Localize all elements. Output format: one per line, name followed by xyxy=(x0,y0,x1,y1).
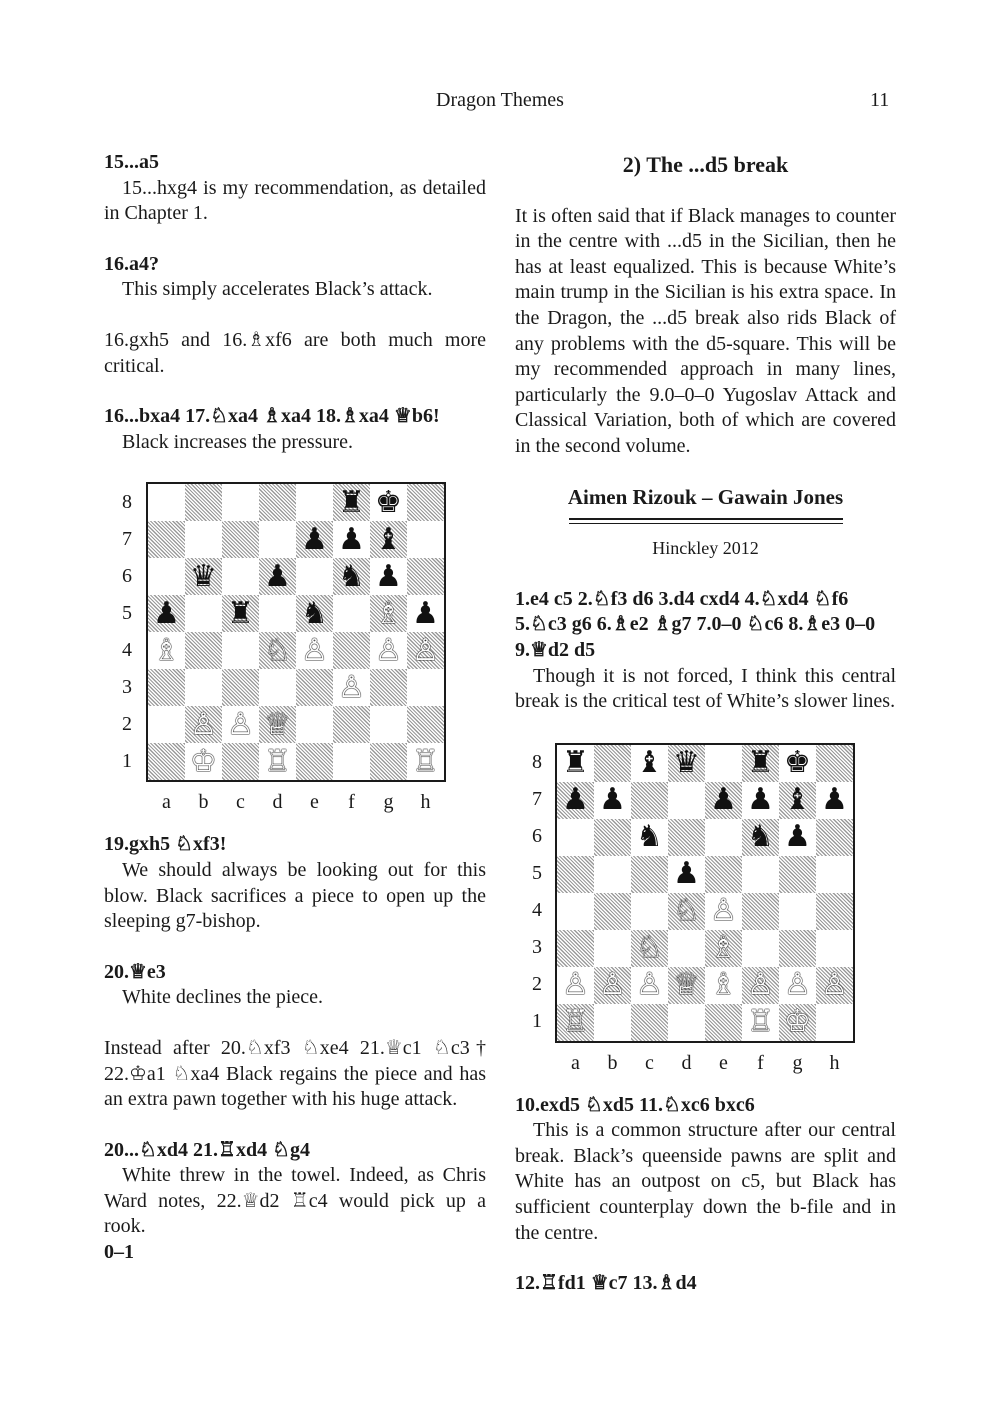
board-square-c3 xyxy=(222,669,259,706)
board-square-a4 xyxy=(557,893,594,930)
board-square-c6 xyxy=(222,558,259,595)
board-square-e4 xyxy=(705,893,742,930)
board-square-g6 xyxy=(779,819,816,856)
board-square-e8 xyxy=(296,484,333,521)
title-rule xyxy=(569,518,843,524)
file-label: f xyxy=(757,1051,764,1074)
chess-piece: ♚ xyxy=(375,484,402,520)
board-square-g5 xyxy=(370,595,407,632)
chess-piece: ♗ xyxy=(375,595,402,631)
chess-piece: ♙ xyxy=(412,632,439,668)
file-labels xyxy=(557,1051,853,1077)
chess-piece: ♝ xyxy=(784,782,811,818)
move-heading: 12.♖fd1 ♕c7 13.♗d4 xyxy=(515,1272,697,1295)
board-square-a7 xyxy=(557,782,594,819)
rank-label: 3 xyxy=(532,936,542,959)
chess-piece: ♙ xyxy=(190,706,217,742)
board-square-f6 xyxy=(333,558,370,595)
chess-piece: ♜ xyxy=(227,595,254,631)
rank-label: 2 xyxy=(532,973,542,996)
board-square-e3 xyxy=(705,930,742,967)
right-column xyxy=(515,150,896,1297)
move-heading: 16...bxa4 17.♘xa4 ♗xa4 18.♗xa4 ♕b6! xyxy=(104,405,440,428)
board-square-e1 xyxy=(705,1004,742,1041)
board-square-d4 xyxy=(259,632,296,669)
board-square-h1 xyxy=(407,743,444,780)
board-square-a1 xyxy=(148,743,185,780)
board-square-e5 xyxy=(296,595,333,632)
chess-piece: ♝ xyxy=(636,745,663,781)
board-square-f3 xyxy=(742,930,779,967)
file-label: d xyxy=(272,791,283,814)
board-square-b6 xyxy=(594,819,631,856)
rank-label: 4 xyxy=(122,639,132,662)
chess-piece: ♙ xyxy=(636,967,663,1003)
board-square-d6 xyxy=(259,558,296,595)
board-square-c2 xyxy=(222,706,259,743)
move-heading: 10.exd5 ♘xd5 11.♘xc6 bxc6 xyxy=(515,1093,755,1116)
board-square-b2 xyxy=(185,706,222,743)
board-square-a5 xyxy=(557,856,594,893)
chess-piece: ♞ xyxy=(338,558,365,594)
file-label: g xyxy=(792,1051,803,1074)
board-square-e3 xyxy=(296,669,333,706)
annotation-paragraph: Instead after 20.♘xf3 ♘xe4 21.♕c1 ♘c3† 22.♔a1 ♘xa4 Black regains the piece and has an extra pawn together with his huge attack. xyxy=(104,1036,486,1111)
chess-piece: ♟ xyxy=(338,521,365,557)
file-label: d xyxy=(681,1051,692,1074)
board-square-b6 xyxy=(185,558,222,595)
annotation-paragraph: White declines the piece. xyxy=(122,986,324,1009)
file-label: a xyxy=(571,1051,580,1074)
rank-label: 3 xyxy=(122,676,132,699)
board-square-g8 xyxy=(370,484,407,521)
board-square-h7 xyxy=(407,521,444,558)
chess-piece: ♟ xyxy=(710,782,737,818)
board-square-d1 xyxy=(668,1004,705,1041)
annotation-paragraph: Though it is not forced, I think this central break is the critical test of White’s slower lines. xyxy=(515,664,896,713)
board-square-d4 xyxy=(668,893,705,930)
board-square-b7 xyxy=(594,782,631,819)
annotation-paragraph: This simply accelerates Black’s attack. xyxy=(122,278,433,301)
board-square-f3 xyxy=(333,669,370,706)
board-square-e7 xyxy=(296,521,333,558)
chess-piece: ♟ xyxy=(599,782,626,818)
board-square-a2 xyxy=(557,967,594,1004)
board-square-c5 xyxy=(631,856,668,893)
chess-piece: ♙ xyxy=(821,967,848,1003)
chess-piece: ♟ xyxy=(821,782,848,818)
board-square-a5 xyxy=(148,595,185,632)
rank-label: 5 xyxy=(532,862,542,885)
chess-piece: ♙ xyxy=(338,669,365,705)
chess-diagram-1 xyxy=(104,482,486,832)
board-square-h7 xyxy=(816,782,853,819)
board-square-e6 xyxy=(296,558,333,595)
chess-piece: ♟ xyxy=(375,558,402,594)
chess-piece: ♖ xyxy=(562,1004,589,1040)
board-square-h4 xyxy=(407,632,444,669)
rank-label: 4 xyxy=(532,899,542,922)
file-label: e xyxy=(719,1051,728,1074)
board-square-h6 xyxy=(816,819,853,856)
page-number: 11 xyxy=(870,89,890,111)
chess-piece: ♟ xyxy=(562,782,589,818)
chess-piece: ♟ xyxy=(412,595,439,631)
board-square-b8 xyxy=(594,745,631,782)
board-square-f5 xyxy=(742,856,779,893)
chess-piece: ♜ xyxy=(562,745,589,781)
board-square-f4 xyxy=(742,893,779,930)
rank-label: 5 xyxy=(122,602,132,625)
board-square-f1 xyxy=(742,1004,779,1041)
board-square-b8 xyxy=(185,484,222,521)
board-square-g8 xyxy=(779,745,816,782)
board-square-f7 xyxy=(333,521,370,558)
chess-piece: ♚ xyxy=(784,745,811,781)
board-square-d7 xyxy=(668,782,705,819)
chess-piece: ♙ xyxy=(375,632,402,668)
board-square-g5 xyxy=(779,856,816,893)
chess-piece: ♗ xyxy=(153,632,180,668)
board-square-a3 xyxy=(557,930,594,967)
chess-piece: ♙ xyxy=(599,967,626,1003)
board-square-g1 xyxy=(370,743,407,780)
move-heading: 20...♘xd4 21.♖xd4 ♘g4 xyxy=(104,1138,311,1161)
chess-piece: ♖ xyxy=(412,743,439,779)
board-square-d8 xyxy=(668,745,705,782)
board-square-c4 xyxy=(631,893,668,930)
file-label: g xyxy=(383,791,394,814)
board-square-c1 xyxy=(631,1004,668,1041)
chess-piece: ♙ xyxy=(747,967,774,1003)
board-square-g3 xyxy=(779,930,816,967)
rank-label: 7 xyxy=(532,788,542,811)
game-result: 0–1 xyxy=(104,1241,134,1264)
chess-piece: ♖ xyxy=(747,1004,774,1040)
rank-label: 8 xyxy=(532,751,542,774)
board-square-a8 xyxy=(148,484,185,521)
board-square-c7 xyxy=(222,521,259,558)
board-square-h2 xyxy=(816,967,853,1004)
chess-piece: ♞ xyxy=(636,819,663,855)
board-square-f8 xyxy=(333,484,370,521)
file-label: c xyxy=(236,791,245,814)
chess-piece: ♗ xyxy=(710,967,737,1003)
board-square-c4 xyxy=(222,632,259,669)
board-square-e2 xyxy=(705,967,742,1004)
board-square-f6 xyxy=(742,819,779,856)
chess-piece: ♕ xyxy=(673,967,700,1003)
file-label: e xyxy=(310,791,319,814)
board-square-h2 xyxy=(407,706,444,743)
chess-piece: ♕ xyxy=(264,706,291,742)
board-square-h4 xyxy=(816,893,853,930)
file-label: b xyxy=(607,1051,618,1074)
board-square-h5 xyxy=(407,595,444,632)
board-square-d5 xyxy=(668,856,705,893)
board-square-b5 xyxy=(594,856,631,893)
board-square-d2 xyxy=(259,706,296,743)
board-square-b1 xyxy=(594,1004,631,1041)
board-square-b3 xyxy=(185,669,222,706)
annotation-paragraph: White threw in the towel. Indeed, as Chris Ward notes, 22.♕d2 ♖c4 would pick up a rook. xyxy=(104,1164,486,1238)
annotation-paragraph: It is often said that if Black manages to counter in the centre with ...d5 in the Sicilian, then he has at least equalized. This is because White’s main trump in the Sicilian is his extra space. In the Dragon, the ...d5 break also rids Black of any problems with the d5-square. This will be my recommended approach in many lines, particularly the 9.0–0–0 Yugoslav Attack and Classical Variation, both of which are covered in the second volume. xyxy=(515,204,896,457)
game-venue: Hinckley 2012 xyxy=(652,538,759,559)
board-square-g3 xyxy=(370,669,407,706)
annotation-paragraph: This is a common structure after our central break. Black’s queenside pawns are split and White has an outpost on c5, but Black has sufficient counterplay down the b-file and in the centre. xyxy=(515,1119,896,1244)
chess-piece: ♟ xyxy=(153,595,180,631)
board-square-f1 xyxy=(333,743,370,780)
board-square-h6 xyxy=(407,558,444,595)
board-square-h5 xyxy=(816,856,853,893)
annotation-paragraph: We should always be looking out for this blow. Black sacrifices a piece to open up the sleeping g7-bishop. xyxy=(104,858,486,933)
board-square-c1 xyxy=(222,743,259,780)
board-square-a6 xyxy=(557,819,594,856)
board-square-d7 xyxy=(259,521,296,558)
chess-piece: ♝ xyxy=(375,521,402,557)
board-square-b4 xyxy=(594,893,631,930)
chess-piece: ♟ xyxy=(747,782,774,818)
chessboard xyxy=(146,482,446,782)
board-square-b4 xyxy=(185,632,222,669)
board-square-a3 xyxy=(148,669,185,706)
board-square-g7 xyxy=(370,521,407,558)
rank-label: 8 xyxy=(122,491,132,514)
board-square-h1 xyxy=(816,1004,853,1041)
file-label: h xyxy=(420,791,431,814)
section-title: 2) The ...d5 break xyxy=(622,152,789,177)
rank-labels xyxy=(122,484,132,780)
board-square-c2 xyxy=(631,967,668,1004)
board-square-g2 xyxy=(370,706,407,743)
file-label: a xyxy=(162,791,171,814)
board-square-g1 xyxy=(779,1004,816,1041)
chess-piece: ♔ xyxy=(784,1004,811,1040)
board-square-h8 xyxy=(816,745,853,782)
file-label: h xyxy=(829,1051,840,1074)
board-square-a1 xyxy=(557,1004,594,1041)
board-square-e8 xyxy=(705,745,742,782)
board-square-b7 xyxy=(185,521,222,558)
chess-piece: ♙ xyxy=(710,893,737,929)
move-heading: 1.e4 c5 2.♘f3 d6 3.d4 cxd4 4.♘xd4 ♘f6 5.♘c3 g6 6.♗e2 ♗g7 7.0–0 ♘c6 8.♗e3 0–0 9.♕d2 d5 xyxy=(515,587,876,661)
rank-label: 1 xyxy=(122,750,132,773)
chess-piece: ♙ xyxy=(301,632,328,668)
annotation-paragraph: 16.gxh5 and 16.♗xf6 are both much more critical. xyxy=(104,328,486,377)
board-square-d6 xyxy=(668,819,705,856)
move-heading: 15...a5 xyxy=(104,151,159,173)
rank-label: 7 xyxy=(122,528,132,551)
chess-piece: ♟ xyxy=(673,856,700,892)
board-square-e5 xyxy=(705,856,742,893)
board-square-e4 xyxy=(296,632,333,669)
board-square-e2 xyxy=(296,706,333,743)
rank-label: 2 xyxy=(122,713,132,736)
board-square-g4 xyxy=(370,632,407,669)
game-title: Aimen Rizouk – Gawain Jones xyxy=(567,484,844,509)
board-square-b3 xyxy=(594,930,631,967)
board-square-g4 xyxy=(779,893,816,930)
chess-piece: ♖ xyxy=(264,743,291,779)
rank-label: 6 xyxy=(532,825,542,848)
board-square-f2 xyxy=(742,967,779,1004)
board-square-c7 xyxy=(631,782,668,819)
board-square-e6 xyxy=(705,819,742,856)
board-square-f8 xyxy=(742,745,779,782)
annotation-paragraph: 15...hxg4 is my recommendation, as detailed in Chapter 1. xyxy=(104,176,486,225)
board-square-e1 xyxy=(296,743,333,780)
chess-piece: ♘ xyxy=(264,632,291,668)
board-square-c8 xyxy=(631,745,668,782)
chess-piece: ♘ xyxy=(673,893,700,929)
board-square-b1 xyxy=(185,743,222,780)
board-square-g6 xyxy=(370,558,407,595)
board-square-d8 xyxy=(259,484,296,521)
board-square-h3 xyxy=(816,930,853,967)
board-square-c5 xyxy=(222,595,259,632)
board-square-d3 xyxy=(259,669,296,706)
board-square-c6 xyxy=(631,819,668,856)
board-square-f4 xyxy=(333,632,370,669)
board-square-h3 xyxy=(407,669,444,706)
board-square-b2 xyxy=(594,967,631,1004)
chess-piece: ♟ xyxy=(784,819,811,855)
chessboard xyxy=(555,743,855,1043)
chess-piece: ♞ xyxy=(301,595,328,631)
chess-piece: ♙ xyxy=(227,706,254,742)
file-label: f xyxy=(348,791,355,814)
board-square-h8 xyxy=(407,484,444,521)
chess-piece: ♟ xyxy=(301,521,328,557)
board-square-g7 xyxy=(779,782,816,819)
chess-piece: ♛ xyxy=(673,745,700,781)
chess-piece: ♘ xyxy=(636,930,663,966)
board-square-d1 xyxy=(259,743,296,780)
chess-piece: ♛ xyxy=(190,558,217,594)
board-square-a6 xyxy=(148,558,185,595)
board-square-f7 xyxy=(742,782,779,819)
board-square-a8 xyxy=(557,745,594,782)
rank-label: 1 xyxy=(532,1010,542,1033)
file-label: c xyxy=(645,1051,654,1074)
board-square-d2 xyxy=(668,967,705,1004)
board-square-f2 xyxy=(333,706,370,743)
chess-piece: ♜ xyxy=(338,484,365,520)
chess-diagram-2 xyxy=(515,743,896,1093)
running-header-title: Dragon Themes xyxy=(436,89,564,111)
rank-label: 6 xyxy=(122,565,132,588)
file-label: b xyxy=(198,791,209,814)
chess-piece: ♔ xyxy=(190,743,217,779)
board-square-d5 xyxy=(259,595,296,632)
chess-piece: ♙ xyxy=(562,967,589,1003)
rank-labels xyxy=(532,745,542,1041)
chess-piece: ♟ xyxy=(264,558,291,594)
board-square-c3 xyxy=(631,930,668,967)
move-heading: 19.gxh5 ♘xf3! xyxy=(104,833,227,856)
board-square-b5 xyxy=(185,595,222,632)
board-square-a4 xyxy=(148,632,185,669)
board-square-a2 xyxy=(148,706,185,743)
left-column xyxy=(104,150,486,1266)
board-square-f5 xyxy=(333,595,370,632)
board-square-a7 xyxy=(148,521,185,558)
chess-piece: ♞ xyxy=(747,819,774,855)
board-square-c8 xyxy=(222,484,259,521)
file-labels xyxy=(148,790,444,816)
board-square-d3 xyxy=(668,930,705,967)
board-square-g2 xyxy=(779,967,816,1004)
chess-piece: ♜ xyxy=(747,745,774,781)
annotation-paragraph: Black increases the pressure. xyxy=(122,430,354,453)
move-heading: 16.a4? xyxy=(104,252,159,275)
chess-piece: ♗ xyxy=(710,930,737,966)
move-heading: 20.♕e3 xyxy=(104,960,166,983)
board-square-e7 xyxy=(705,782,742,819)
chess-piece: ♙ xyxy=(784,967,811,1003)
